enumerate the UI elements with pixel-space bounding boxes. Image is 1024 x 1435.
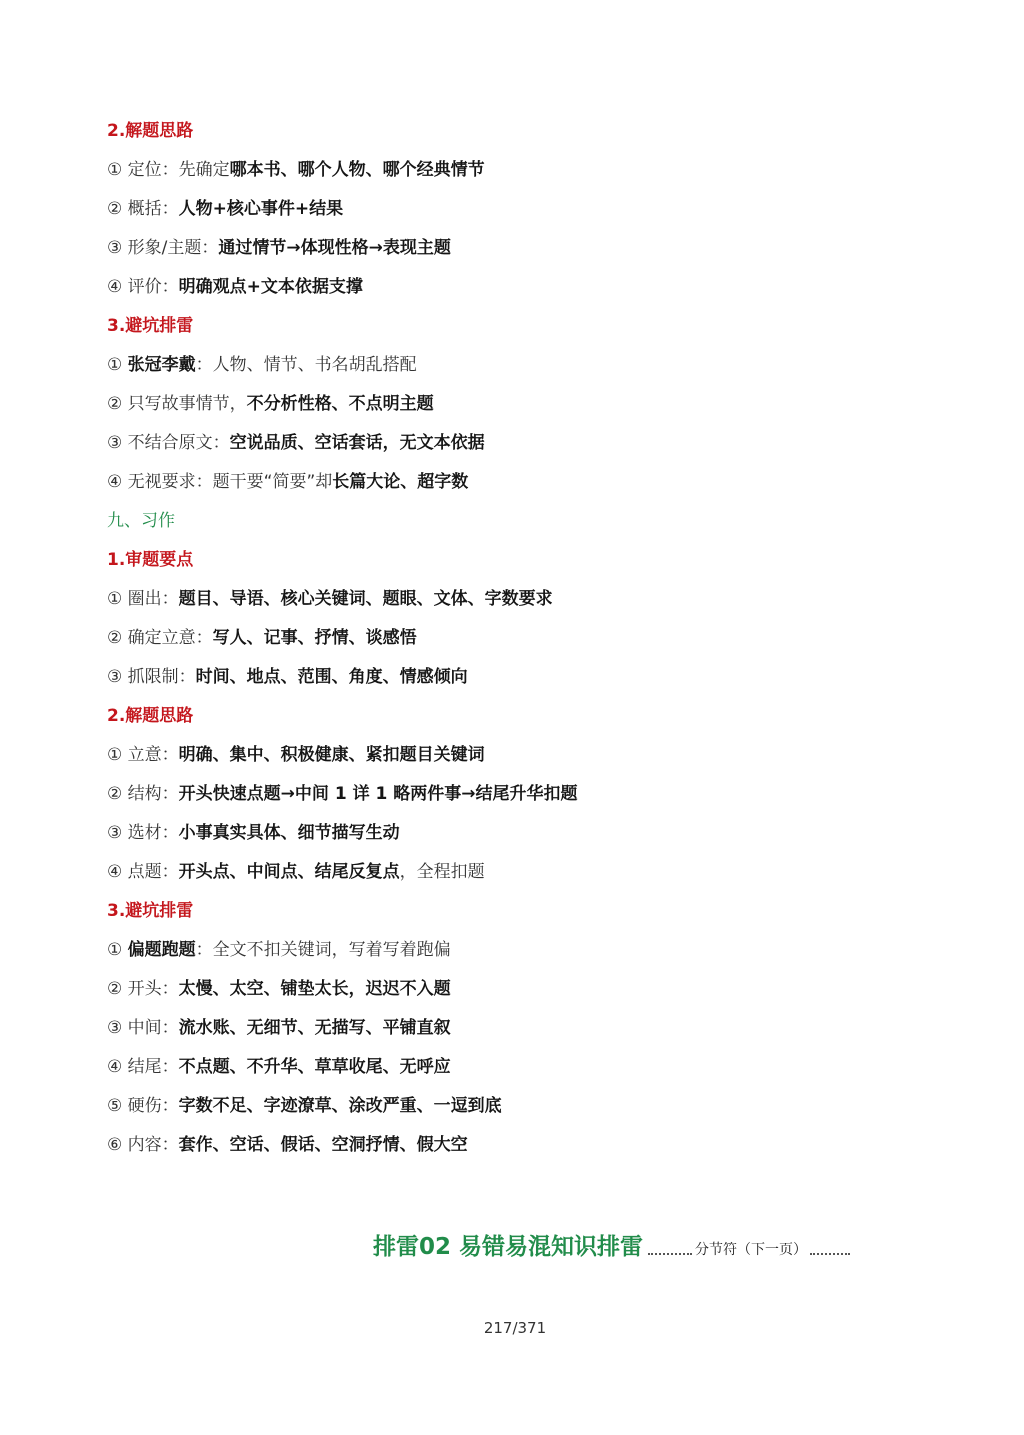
heading-text: 九、习作: [107, 511, 175, 531]
subheading: [107, 112, 987, 151]
point-emphasis: 写人、记事、抒情、谈感悟: [212, 628, 417, 648]
point-emphasis: 通过情节→体现性格→表现主题: [218, 238, 451, 258]
point-tail: ，全程扣题: [399, 862, 485, 882]
point-label: ⑤ 硬伤：: [107, 1096, 179, 1116]
heading-text: 3.避坑排雷: [107, 316, 194, 336]
point-label: ② 结构：: [107, 784, 179, 804]
point-label: ⑥ 内容：: [107, 1135, 179, 1155]
point-emphasis: 流水账、无细节、无描写、平铺直叙: [178, 1018, 451, 1038]
point-item: [107, 580, 987, 619]
heading-text: 2.解题思路: [107, 121, 194, 141]
point-emphasis: 小事真实具体、细节描写生动: [178, 823, 400, 843]
point-label: ① 定位：先确定: [107, 160, 230, 180]
point-label: ② 只写故事情节，: [107, 394, 247, 414]
point-label: ③ 抓限制：: [107, 667, 196, 687]
point-item: [107, 463, 987, 502]
point-label: ④ 评价：: [107, 277, 179, 297]
point-emphasis: 空说品质、空话套话，无文本依据: [229, 433, 485, 453]
point-label: ① 圈出：: [107, 589, 179, 609]
point-label: ② 确定立意：: [107, 628, 213, 648]
heading-text: 1.审题要点: [107, 550, 194, 570]
point-emphasis: 题目、导语、核心关键词、题眼、文体、字数要求: [178, 589, 553, 609]
section-break: [373, 1230, 850, 1264]
heading-text: 3.避坑排雷: [107, 901, 194, 921]
point-item: [107, 268, 987, 307]
point-label: ④ 结尾：: [107, 1057, 179, 1077]
point-item: [107, 814, 987, 853]
point-label: ③ 形象/主题：: [107, 238, 219, 258]
point-item: [107, 853, 987, 892]
point-item: [107, 931, 987, 970]
point-label: ① 立意：: [107, 745, 179, 765]
point-item: [107, 1087, 987, 1126]
section-break-title: 排雷02 易错易混知识排雷: [373, 1234, 644, 1260]
point-item: [107, 736, 987, 775]
point-item: [107, 229, 987, 268]
point-emphasis: 套作、空话、假话、空洞抒情、假大空: [178, 1135, 468, 1155]
subheading: [107, 892, 987, 931]
point-tail: ：人物、情节、书名胡乱搭配: [195, 355, 417, 375]
point-item: [107, 658, 987, 697]
point-emphasis: 字数不足、字迹潦草、涂改严重、一逗到底: [178, 1096, 502, 1116]
point-label: ①: [107, 940, 128, 960]
point-item: [107, 1126, 987, 1165]
point-emphasis: 人物+核心事件+结果: [178, 199, 344, 219]
point-emphasis: 哪本书、哪个人物、哪个经典情节: [229, 160, 485, 180]
dotted-leader: [648, 1253, 692, 1255]
point-item: [107, 424, 987, 463]
point-label: ③ 中间：: [107, 1018, 179, 1038]
point-label: ④ 无视要求：题干要“简要”却: [107, 472, 333, 492]
point-item: [107, 151, 987, 190]
point-emphasis: 偏题跑题: [127, 940, 196, 960]
point-emphasis: 明确、集中、积极健康、紧扣题目关键词: [178, 745, 485, 765]
point-tail: ：全文不扣关键词，写着写着跑偏: [195, 940, 451, 960]
point-item: [107, 346, 987, 385]
subheading: [107, 541, 987, 580]
point-emphasis: 时间、地点、范围、角度、情感倾向: [195, 667, 468, 687]
point-item: [107, 385, 987, 424]
point-emphasis: 开头点、中间点、结尾反复点: [178, 862, 400, 882]
point-item: [107, 970, 987, 1009]
point-emphasis: 明确观点+文本依据支撑: [178, 277, 363, 297]
point-label: ①: [107, 355, 128, 375]
point-label: ③ 选材：: [107, 823, 179, 843]
point-emphasis: 长篇大论、超字数: [332, 472, 469, 492]
document-body: [107, 112, 987, 1165]
point-emphasis: 不点题、不升华、草草收尾、无呼应: [178, 1057, 451, 1077]
point-emphasis: 张冠李戴: [127, 355, 196, 375]
point-label: ③ 不结合原文：: [107, 433, 230, 453]
section-break-label: 分节符（下一页）: [695, 1242, 808, 1258]
heading-text: 2.解题思路: [107, 706, 194, 726]
chapter-heading: [107, 502, 987, 541]
page-number: 217/371: [483, 1319, 547, 1337]
point-item: [107, 619, 987, 658]
dotted-leader: [810, 1253, 850, 1255]
point-item: [107, 775, 987, 814]
point-item: [107, 1048, 987, 1087]
point-item: [107, 1009, 987, 1048]
subheading: [107, 697, 987, 736]
point-emphasis: 不分析性格、不点明主题: [246, 394, 434, 414]
point-label: ④ 点题：: [107, 862, 179, 882]
point-label: ② 开头：: [107, 979, 179, 999]
point-item: [107, 190, 987, 229]
subheading: [107, 307, 987, 346]
point-label: ② 概括：: [107, 199, 179, 219]
point-emphasis: 开头快速点题→中间 1 详 1 略两件事→结尾升华扣题: [178, 784, 578, 804]
point-emphasis: 太慢、太空、铺垫太长，迟迟不入题: [178, 979, 451, 999]
